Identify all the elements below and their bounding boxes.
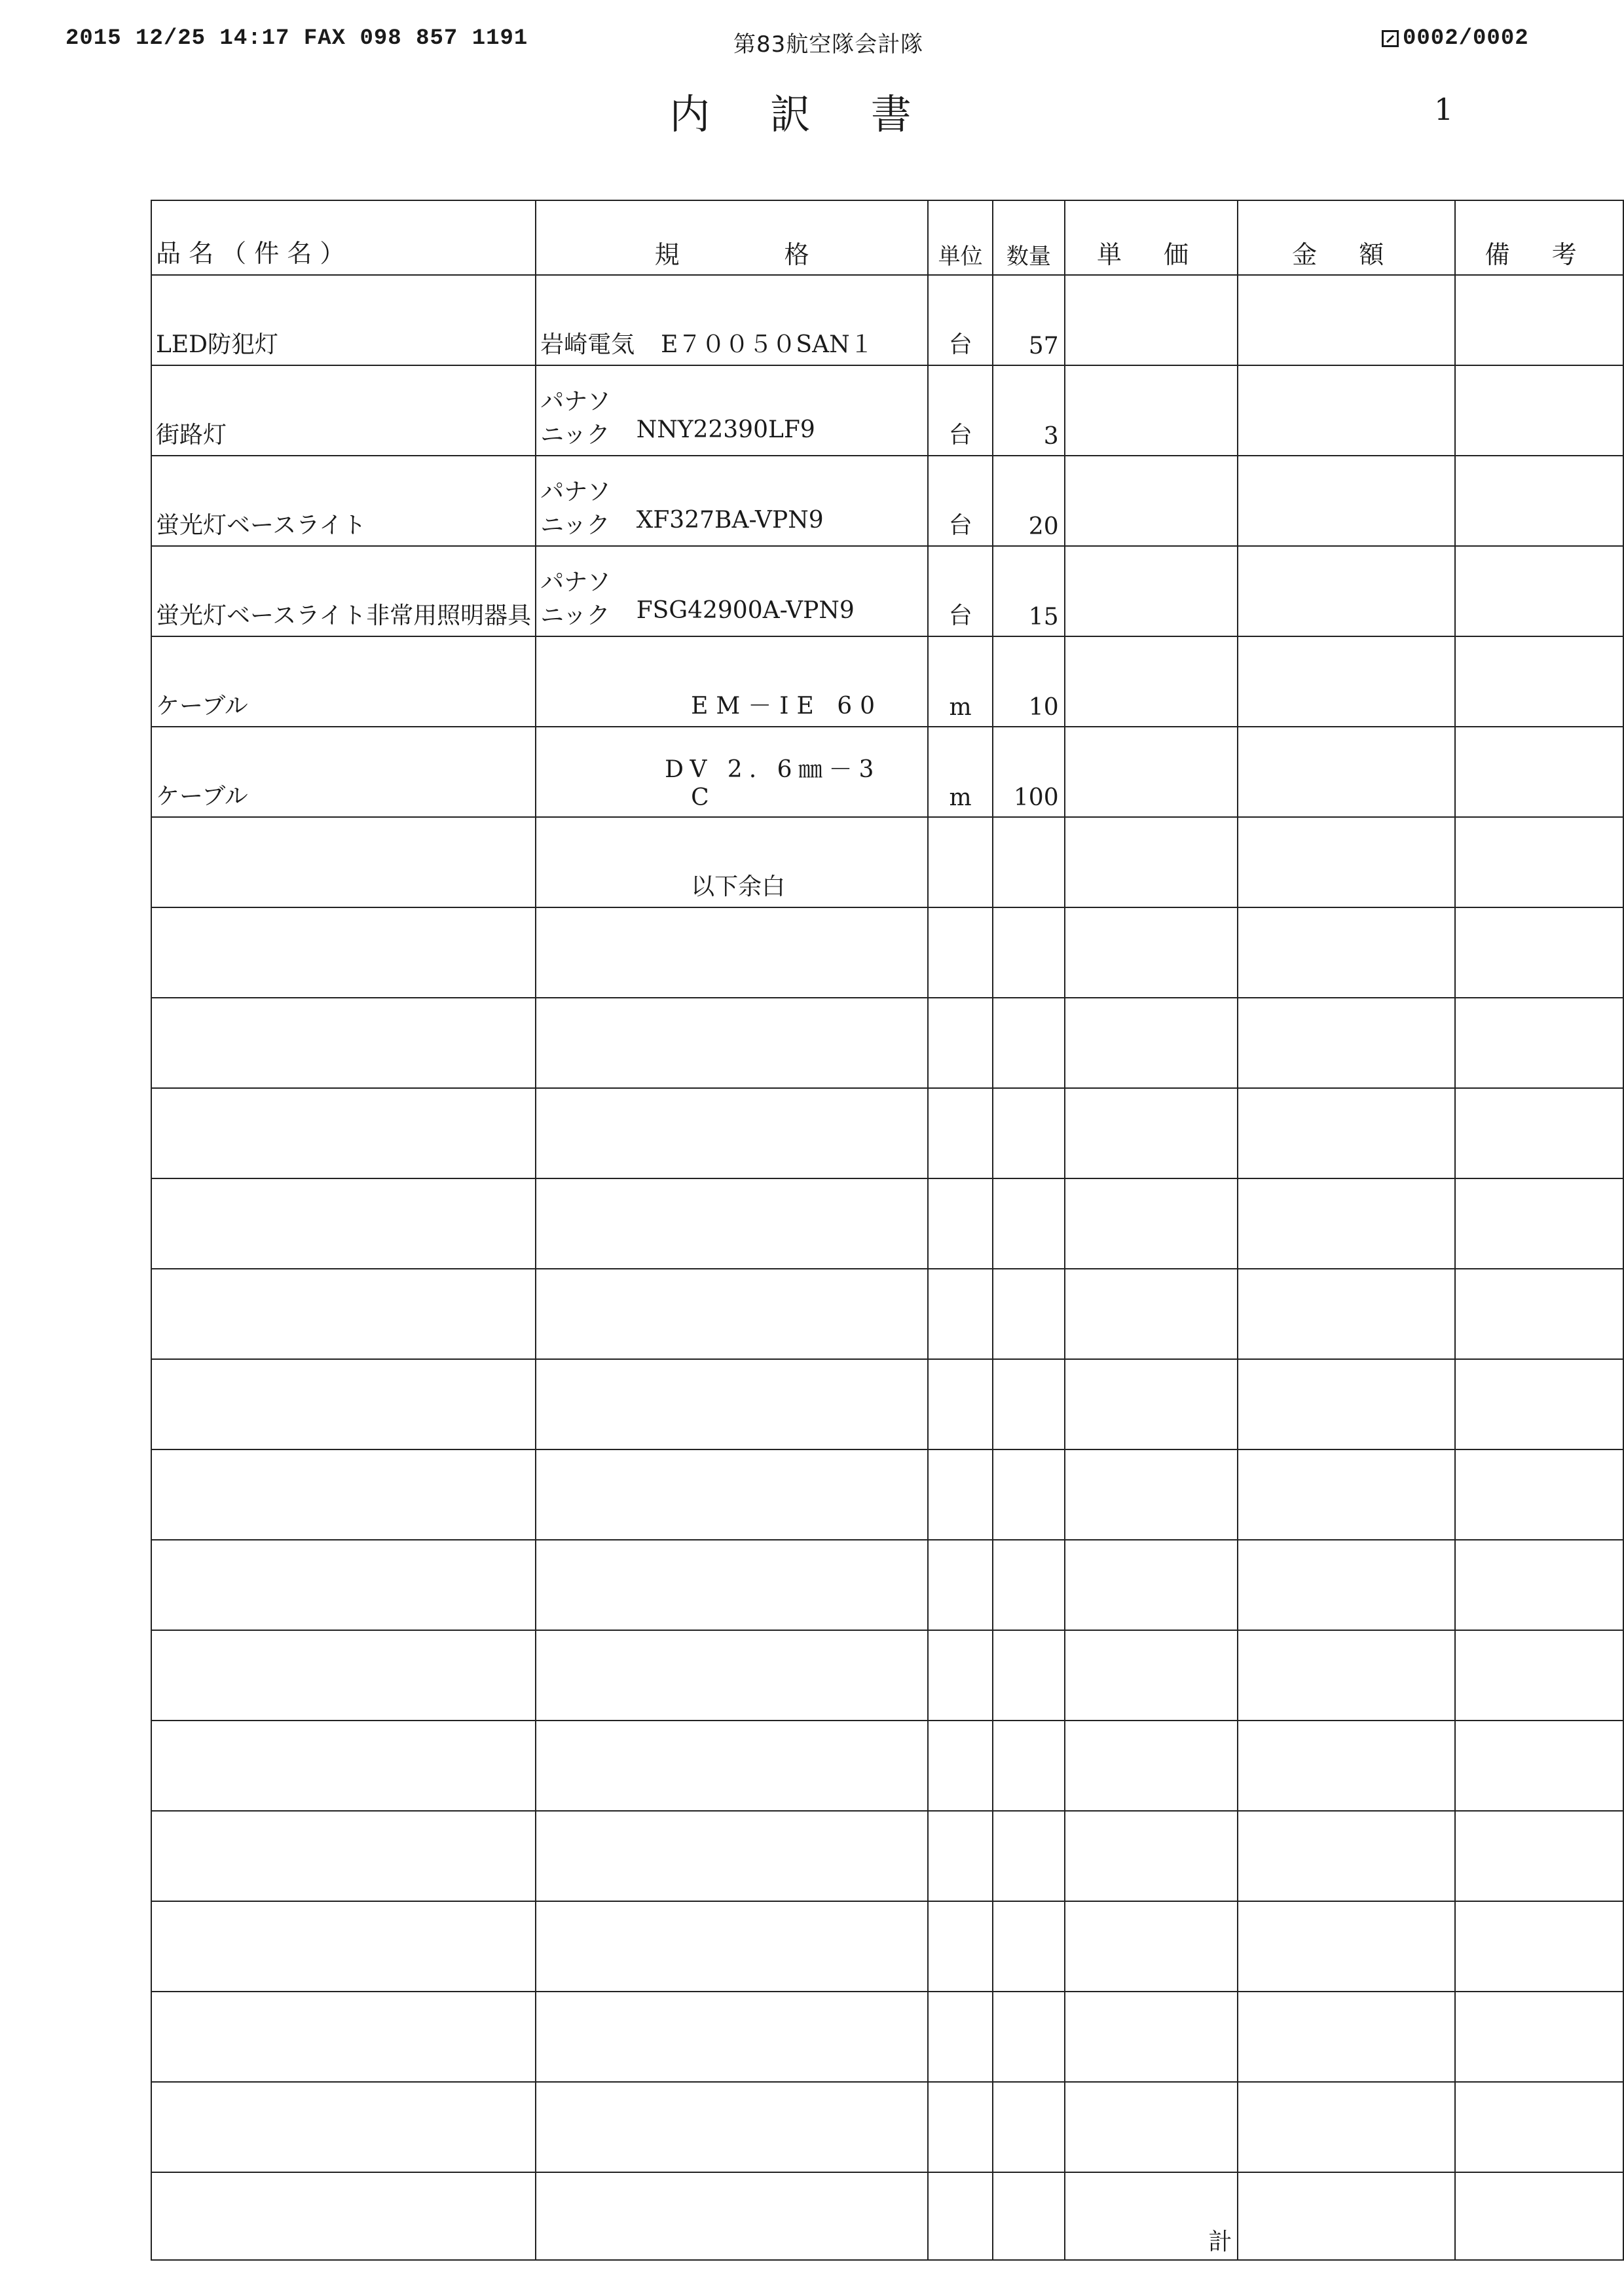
cell-item-name xyxy=(151,1630,536,1721)
cell-amount xyxy=(1238,907,1455,998)
table-total-row xyxy=(151,2172,1623,2260)
cell-specification xyxy=(536,1992,928,2082)
cell-specification xyxy=(536,727,928,817)
header-spec-char-2: 格 xyxy=(784,240,809,269)
table-row xyxy=(151,636,1623,727)
cell-item-name xyxy=(151,2082,536,2172)
cell-item-name xyxy=(151,2172,536,2260)
cell-amount xyxy=(1238,1178,1455,1269)
spec-line-2 xyxy=(540,416,923,450)
cell-quantity xyxy=(993,1630,1065,1721)
fax-transmission-info: 2015 12/25 14:17 FAX 098 857 1191 xyxy=(65,26,528,51)
cell-unit-price xyxy=(1065,1630,1238,1721)
cell-item-name xyxy=(151,907,536,998)
spec-line-1: パナソ xyxy=(540,479,611,505)
cell-remarks xyxy=(1455,1901,1623,1992)
table-row xyxy=(151,907,1623,998)
cell-remarks xyxy=(1455,1088,1623,1178)
cell-unit-price xyxy=(1065,998,1238,1088)
spec-maker: ニック xyxy=(540,602,610,629)
cell-amount xyxy=(1238,1811,1455,1901)
cell-unit-price xyxy=(1065,1359,1238,1449)
spec-model: EM－IE 60 xyxy=(691,693,883,720)
cell-amount xyxy=(1238,998,1455,1088)
cell-item-name xyxy=(151,1811,536,1901)
header-unit: 単位 xyxy=(928,200,993,275)
cell-unit-price xyxy=(1065,275,1238,365)
cell-quantity: 100 xyxy=(993,727,1065,817)
cell-item-name xyxy=(151,1721,536,1811)
cell-specification xyxy=(536,636,928,727)
cell-specification xyxy=(536,2172,928,2260)
cell-unit xyxy=(928,998,993,1088)
cell-specification xyxy=(536,275,928,365)
cell-unit xyxy=(928,1449,993,1540)
fax-sender-name: 第83航空隊会計隊 xyxy=(733,31,924,58)
cell-unit-price xyxy=(1065,1178,1238,1269)
table-row xyxy=(151,275,1623,365)
cell-remarks xyxy=(1455,456,1623,546)
document-title: 内 訳 書 xyxy=(669,90,935,138)
spec-model: XF327BA-VPN9 xyxy=(636,507,824,534)
cell-unit xyxy=(928,817,993,907)
cell-quantity: 3 xyxy=(993,365,1065,456)
cell-amount xyxy=(1238,1359,1455,1449)
cell-item-name: 街路灯 xyxy=(151,365,536,456)
fax-page-counter xyxy=(1382,26,1529,51)
cell-amount xyxy=(1238,1088,1455,1178)
cell-remarks xyxy=(1455,1540,1623,1630)
spec-maker: ニック xyxy=(540,422,610,448)
cell-quantity xyxy=(993,2172,1065,2260)
table-row xyxy=(151,1540,1623,1630)
cell-item-name xyxy=(151,1178,536,1269)
spec-line-1: パナソ xyxy=(540,388,611,415)
table-row xyxy=(151,1721,1623,1811)
cell-remarks xyxy=(1455,2082,1623,2172)
cell-amount xyxy=(1238,1901,1455,1992)
cell-item-name: ケーブル xyxy=(151,636,536,727)
cell-unit xyxy=(928,1178,993,1269)
cell-unit-price xyxy=(1065,817,1238,907)
cell-quantity xyxy=(993,1992,1065,2082)
spec-model: 以下余白 xyxy=(691,873,786,900)
page-number: 1 xyxy=(1434,92,1454,127)
spec-model: E７００５０SAN１ xyxy=(661,331,874,358)
cell-remarks xyxy=(1455,1811,1623,1901)
cell-unit-price xyxy=(1065,2082,1238,2172)
cell-quantity xyxy=(993,1811,1065,1901)
cell-amount xyxy=(1238,1630,1455,1721)
cell-specification xyxy=(536,1269,928,1359)
cell-specification xyxy=(536,1630,928,1721)
cell-unit-price xyxy=(1065,1811,1238,1901)
cell-item-name xyxy=(151,1992,536,2082)
cell-unit xyxy=(928,1088,993,1178)
spec-line-2 xyxy=(540,597,923,630)
cell-remarks xyxy=(1455,2172,1623,2260)
cell-unit: m xyxy=(928,727,993,817)
table-row xyxy=(151,727,1623,817)
cell-remarks xyxy=(1455,275,1623,365)
cell-quantity xyxy=(993,907,1065,998)
table-row xyxy=(151,456,1623,546)
cell-remarks xyxy=(1455,546,1623,636)
cell-unit-price xyxy=(1065,456,1238,546)
cell-item-name xyxy=(151,1088,536,1178)
cell-unit xyxy=(928,907,993,998)
table-row xyxy=(151,817,1623,907)
cell-item-name xyxy=(151,1359,536,1449)
table-row xyxy=(151,365,1623,456)
cell-quantity: 20 xyxy=(993,456,1065,546)
cell-specification xyxy=(536,1449,928,1540)
cell-quantity xyxy=(993,1269,1065,1359)
cell-specification xyxy=(536,1540,928,1630)
cell-specification xyxy=(536,907,928,998)
cell-unit xyxy=(928,1359,993,1449)
cell-quantity xyxy=(993,998,1065,1088)
cell-quantity xyxy=(993,1449,1065,1540)
cell-specification xyxy=(536,1359,928,1449)
cell-specification xyxy=(536,365,928,456)
cell-unit xyxy=(928,1811,993,1901)
header-amount: 金 額 xyxy=(1238,200,1455,275)
cell-unit xyxy=(928,1992,993,2082)
cell-remarks xyxy=(1455,1992,1623,2082)
cell-specification xyxy=(536,546,928,636)
cell-unit-price xyxy=(1065,727,1238,817)
spec-maker: ニック xyxy=(540,512,610,539)
cell-unit: m xyxy=(928,636,993,727)
cell-specification xyxy=(536,456,928,546)
cell-quantity xyxy=(993,1088,1065,1178)
itemized-statement-table xyxy=(151,200,1624,2261)
cell-amount xyxy=(1238,546,1455,636)
cell-quantity: 10 xyxy=(993,636,1065,727)
cell-unit-price xyxy=(1065,636,1238,727)
cell-item-name xyxy=(151,1901,536,1992)
cell-unit xyxy=(928,1721,993,1811)
cell-unit xyxy=(928,2172,993,2260)
cell-quantity xyxy=(993,1901,1065,1992)
cell-unit-price xyxy=(1065,1269,1238,1359)
cell-quantity xyxy=(993,817,1065,907)
cell-item-name: 蛍光灯ベースライト xyxy=(151,456,536,546)
table-row xyxy=(151,1992,1623,2082)
spec-line-2 xyxy=(540,868,923,902)
cell-remarks xyxy=(1455,1178,1623,1269)
cell-item-name xyxy=(151,1449,536,1540)
header-item-name: 品 名 （ 件 名 ） xyxy=(151,200,536,275)
fax-checkbox-icon xyxy=(1382,30,1399,47)
cell-quantity xyxy=(993,1178,1065,1269)
cell-unit-price xyxy=(1065,365,1238,456)
total-label: 計 xyxy=(1065,2172,1238,2260)
cell-remarks xyxy=(1455,1721,1623,1811)
spec-model: C xyxy=(691,784,709,811)
cell-unit: 台 xyxy=(928,456,993,546)
cell-amount xyxy=(1238,1540,1455,1630)
cell-unit xyxy=(928,1540,993,1630)
table-row xyxy=(151,1630,1623,1721)
table-row xyxy=(151,1359,1623,1449)
spec-maker: 岩崎電気 xyxy=(540,331,635,358)
cell-item-name xyxy=(151,1269,536,1359)
cell-quantity: 57 xyxy=(993,275,1065,365)
cell-remarks xyxy=(1455,998,1623,1088)
cell-amount xyxy=(1238,2082,1455,2172)
cell-unit-price xyxy=(1065,1449,1238,1540)
cell-unit-price xyxy=(1065,546,1238,636)
cell-quantity: 15 xyxy=(993,546,1065,636)
cell-amount xyxy=(1238,1992,1455,2082)
cell-unit-price xyxy=(1065,1540,1238,1630)
header-quantity: 数量 xyxy=(993,200,1065,275)
cell-remarks xyxy=(1455,1269,1623,1359)
cell-unit-price xyxy=(1065,907,1238,998)
cell-specification xyxy=(536,2082,928,2172)
cell-specification xyxy=(536,1721,928,1811)
cell-item-name xyxy=(151,817,536,907)
cell-item-name: LED防犯灯 xyxy=(151,275,536,365)
fax-page-count-text: 0002/0002 xyxy=(1403,26,1529,51)
table-row xyxy=(151,2082,1623,2172)
cell-amount xyxy=(1238,1269,1455,1359)
cell-remarks xyxy=(1455,907,1623,998)
cell-unit xyxy=(928,2082,993,2172)
cell-remarks xyxy=(1455,817,1623,907)
table-row xyxy=(151,1449,1623,1540)
cell-remarks xyxy=(1455,636,1623,727)
cell-amount xyxy=(1238,727,1455,817)
cell-specification xyxy=(536,1811,928,1901)
cell-amount xyxy=(1238,456,1455,546)
table-row xyxy=(151,1088,1623,1178)
cell-remarks xyxy=(1455,727,1623,817)
cell-specification xyxy=(536,998,928,1088)
cell-unit-price xyxy=(1065,1901,1238,1992)
header-unit-price: 単 価 xyxy=(1065,200,1238,275)
cell-unit xyxy=(928,1630,993,1721)
spec-model: FSG42900A-VPN9 xyxy=(636,597,855,624)
cell-quantity xyxy=(993,1721,1065,1811)
spec-line-1: DV 2. 6㎜－3 xyxy=(665,756,881,783)
cell-item-name: 蛍光灯ベースライト非常用照明器具 xyxy=(151,546,536,636)
cell-unit-price xyxy=(1065,1721,1238,1811)
cell-remarks xyxy=(1455,365,1623,456)
table-row xyxy=(151,1811,1623,1901)
fax-header xyxy=(0,26,1624,59)
table-row xyxy=(151,998,1623,1088)
cell-item-name: ケーブル xyxy=(151,727,536,817)
cell-amount xyxy=(1238,275,1455,365)
table-row xyxy=(151,546,1623,636)
spec-line-2 xyxy=(540,507,923,540)
cell-unit-price xyxy=(1065,1088,1238,1178)
cell-amount xyxy=(1238,365,1455,456)
cell-specification xyxy=(536,1088,928,1178)
cell-amount xyxy=(1238,1449,1455,1540)
cell-specification xyxy=(536,1901,928,1992)
table-row xyxy=(151,1901,1623,1992)
cell-item-name xyxy=(151,998,536,1088)
header-spec-char-1: 規 xyxy=(654,240,680,269)
spec-line-2 xyxy=(540,326,923,359)
spec-model: NNY22390LF9 xyxy=(636,416,815,443)
cell-amount xyxy=(1238,817,1455,907)
cell-quantity xyxy=(993,1359,1065,1449)
cell-specification xyxy=(536,1178,928,1269)
spec-line-2 xyxy=(540,687,923,721)
header-remarks: 備 考 xyxy=(1455,200,1623,275)
cell-remarks xyxy=(1455,1630,1623,1721)
spec-line-1: パナソ xyxy=(540,569,611,596)
cell-unit-price xyxy=(1065,1992,1238,2082)
cell-unit xyxy=(928,1901,993,1992)
cell-quantity xyxy=(993,1540,1065,1630)
cell-unit xyxy=(928,1269,993,1359)
cell-quantity xyxy=(993,2082,1065,2172)
cell-total-amount xyxy=(1238,2172,1455,2260)
header-specification xyxy=(536,200,928,275)
cell-unit: 台 xyxy=(928,365,993,456)
table-row xyxy=(151,1269,1623,1359)
table-header-row xyxy=(151,200,1623,275)
table-row xyxy=(151,1178,1623,1269)
cell-remarks xyxy=(1455,1449,1623,1540)
cell-unit: 台 xyxy=(928,275,993,365)
cell-remarks xyxy=(1455,1359,1623,1449)
cell-item-name xyxy=(151,1540,536,1630)
cell-unit: 台 xyxy=(928,546,993,636)
cell-specification xyxy=(536,817,928,907)
cell-amount xyxy=(1238,636,1455,727)
cell-amount xyxy=(1238,1721,1455,1811)
spec-line-2 xyxy=(540,784,923,811)
